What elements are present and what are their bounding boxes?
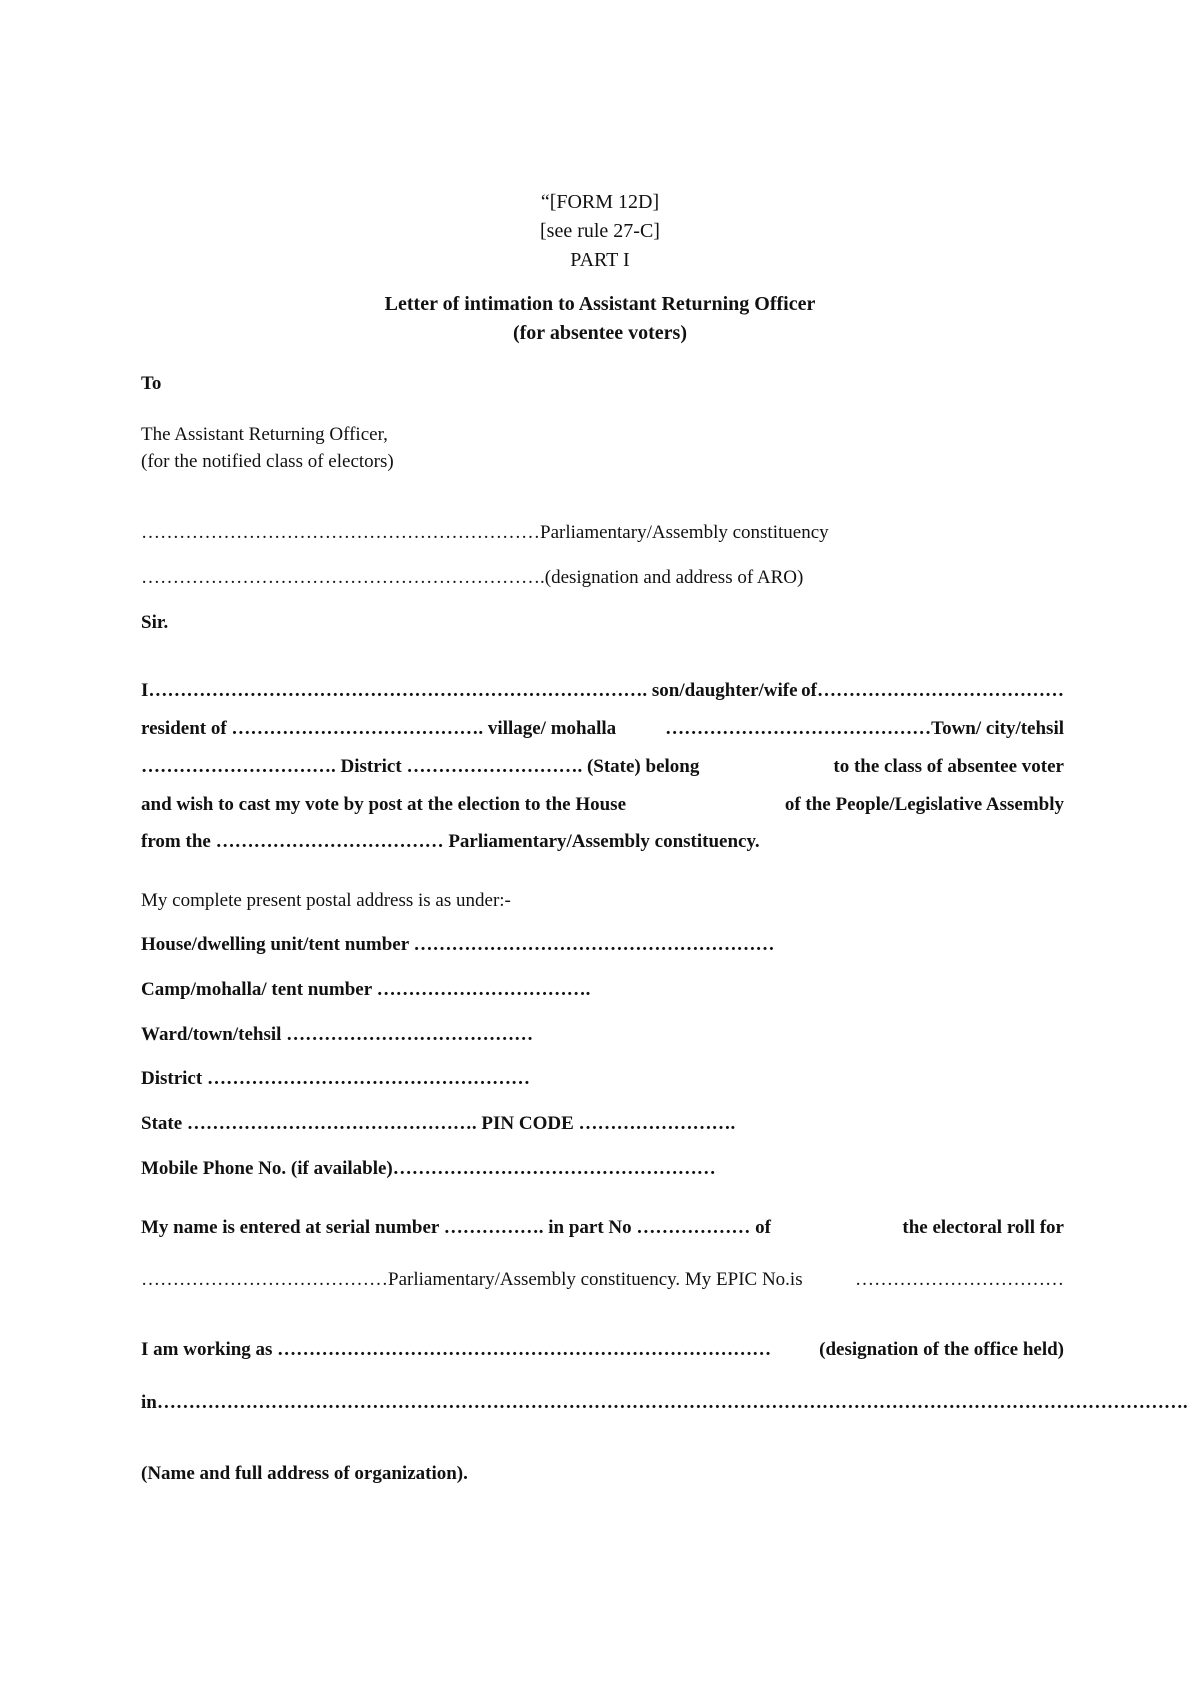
page-subtitle: (for absentee voters): [512, 322, 687, 344]
mobile-line: Mobile Phone No. (if available)……………………………………………: [141, 1158, 716, 1179]
declaration-line-1b: of…………………………………: [801, 680, 1064, 701]
working-as-line-b: (designation of the office held): [819, 1339, 1064, 1360]
camp-mohalla-line: Camp/mohalla/ tent number …………………………….: [141, 979, 591, 1000]
declaration-line-5: from the ……………………………… Parliamentary/Assembly constituency.: [141, 831, 760, 852]
postal-address-intro: My complete present postal address is as under:-: [141, 890, 511, 911]
district-line: District ……………………………………………: [141, 1068, 530, 1089]
constituency-line: ………………………………………………………Parliamentary/Assembly constituency: [141, 522, 829, 543]
declaration-line-2b: ……………………………………Town/ city/tehsil: [665, 718, 1064, 739]
notified-class: (for the notified class of electors): [141, 451, 394, 472]
officer-name: The Assistant Returning Officer,: [141, 424, 388, 445]
roll-line-1: [141, 1217, 1064, 1239]
roll-line-1b: the electoral roll for: [902, 1217, 1064, 1238]
salutation: Sir.: [141, 612, 169, 633]
declaration-line-4a: and wish to cast my vote by post at the election to the House: [141, 794, 627, 815]
declaration-line-1a: I……………………………………………………………………. son/daughter/wife: [141, 680, 798, 701]
page-title: Letter of intimation to Assistant Returning Officer: [384, 293, 816, 315]
declaration-line-4b: of the People/Legislative Assembly: [784, 794, 1064, 815]
working-as-line-a: I am working as ……………………………………………………………………: [141, 1339, 772, 1360]
declaration-line-3: [141, 756, 1064, 778]
rule-reference: [see rule 27-C]: [540, 220, 660, 242]
part-label: PART I: [570, 249, 630, 271]
declaration-line-3a: …………………………. District ………………………. (State) belong: [141, 756, 700, 777]
declaration-line-1: [141, 680, 1064, 702]
declaration-line-3b: to the class of absentee voter: [833, 756, 1064, 777]
aro-designation-line: ……………………………………………………….(designation and address of ARO): [141, 567, 804, 588]
declaration-line-4: [141, 794, 1064, 816]
roll-line-2: [141, 1269, 1064, 1291]
roll-line-2b: ……………………………: [855, 1269, 1064, 1290]
roll-line-2a: …………………………………Parliamentary/Assembly constituency. My EPIC No.is: [141, 1269, 803, 1290]
house-number-line: House/dwelling unit/tent number …………………………………………………: [141, 934, 775, 955]
declaration-line-2a: resident of …………………………………. village/ mohalla: [141, 718, 617, 739]
declaration-line-2: [141, 718, 1064, 740]
organization-note: (Name and full address of organization).: [141, 1463, 468, 1484]
roll-line-1a: My name is entered at serial number ……………. in part No ……………… of: [141, 1217, 771, 1238]
state-pin-line: State ………………………………………. PIN CODE …………………….: [141, 1113, 736, 1134]
to-label: To: [141, 373, 162, 394]
ward-town-line: Ward/town/tehsil …………………………………: [141, 1024, 534, 1045]
organization-line: in……………………………………………………………………………………………………………………………………………….: [141, 1392, 1188, 1413]
form-number: “[FORM 12D]: [540, 191, 660, 213]
working-as-line: [141, 1339, 1064, 1361]
